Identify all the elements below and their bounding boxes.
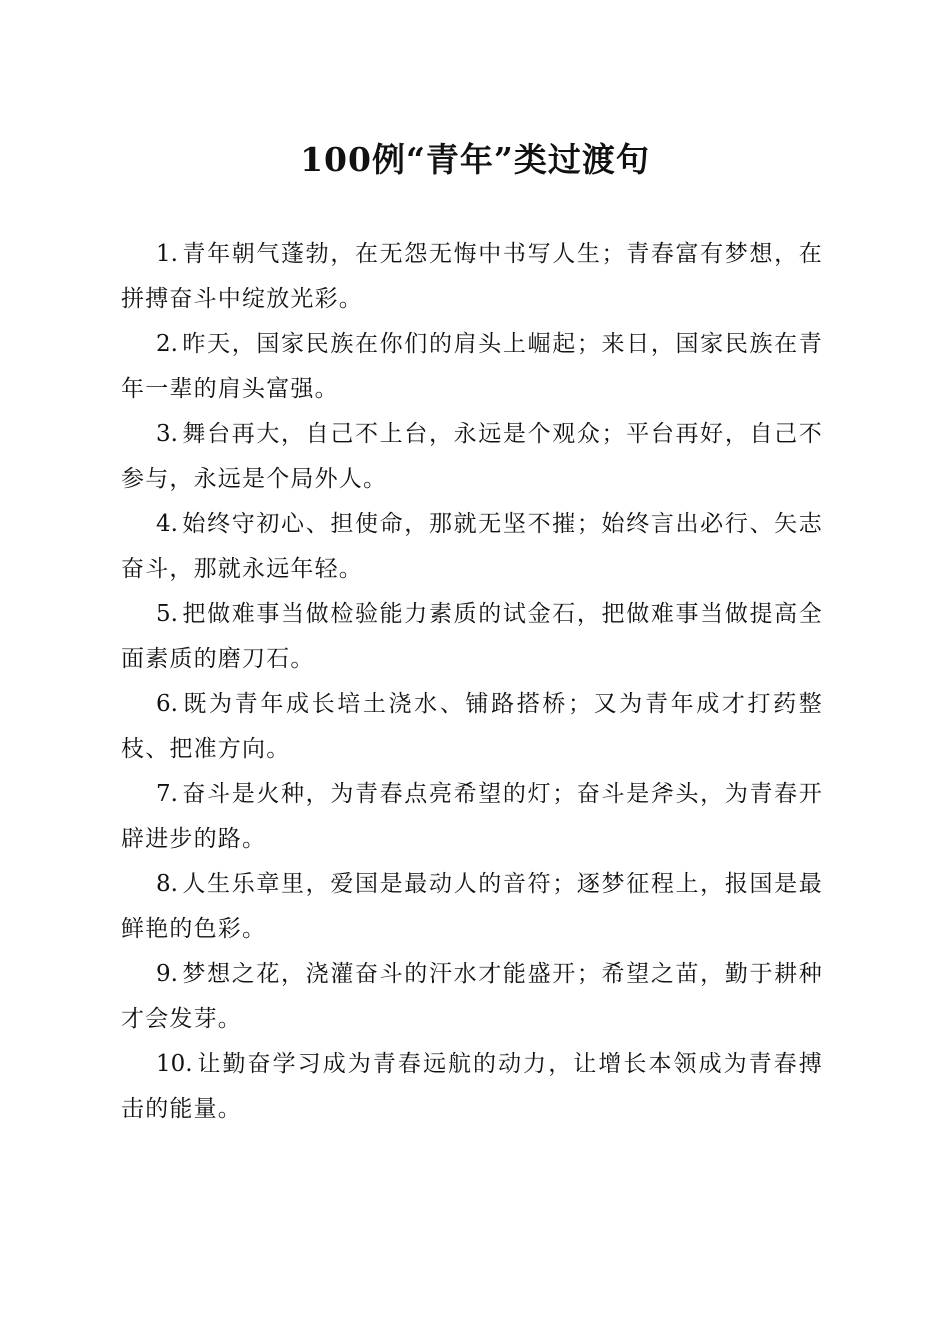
item-text: 让勤奋学习成为青春远航的动力，让增长本领成为青春搏击的能量。 [121, 1051, 823, 1122]
item-number: 4. [156, 511, 178, 537]
item-number: 10. [156, 1051, 193, 1077]
item-number: 7. [156, 781, 178, 807]
list-item [121, 952, 823, 1042]
list-item [121, 592, 823, 682]
document-body [121, 232, 823, 1132]
item-text: 梦想之花，浇灌奋斗的汗水才能盛开；希望之苗，勤于耕种才会发芽。 [121, 961, 823, 1032]
item-number: 5. [156, 601, 178, 627]
list-item [121, 502, 823, 592]
item-number: 2. [156, 331, 178, 357]
item-number: 9. [156, 961, 178, 987]
list-item [121, 412, 823, 502]
list-item [121, 772, 823, 862]
item-text: 奋斗是火种，为青春点亮希望的灯；奋斗是斧头，为青春开辟进步的路。 [121, 781, 823, 852]
item-text: 人生乐章里，爱国是最动人的音符；逐梦征程上，报国是最鲜艳的色彩。 [121, 871, 823, 942]
item-text: 昨天，国家民族在你们的肩头上崛起；来日，国家民族在青年一辈的肩头富强。 [121, 331, 823, 402]
item-text: 把做难事当做检验能力素质的试金石，把做难事当做提高全面素质的磨刀石。 [121, 601, 823, 672]
item-text: 舞台再大，自己不上台，永远是个观众；平台再好，自己不参与，永远是个局外人。 [121, 421, 823, 492]
item-number: 6. [156, 691, 178, 717]
item-text: 青年朝气蓬勃，在无怨无悔中书写人生；青春富有梦想，在拼搏奋斗中绽放光彩。 [121, 241, 823, 312]
list-item [121, 232, 823, 322]
list-item [121, 322, 823, 412]
document-title: 100例“青年”类过渡句 [300, 140, 650, 179]
item-text: 既为青年成长培土浇水、铺路搭桥；又为青年成才打药整枝、把准方向。 [121, 691, 823, 762]
item-number: 1. [156, 241, 178, 267]
list-item [121, 862, 823, 952]
item-text: 始终守初心、担使命，那就无坚不摧；始终言出必行、矢志奋斗，那就永远年轻。 [121, 511, 823, 582]
list-item [121, 682, 823, 772]
list-item [121, 1042, 823, 1132]
item-number: 3. [156, 421, 178, 447]
item-number: 8. [156, 871, 178, 897]
